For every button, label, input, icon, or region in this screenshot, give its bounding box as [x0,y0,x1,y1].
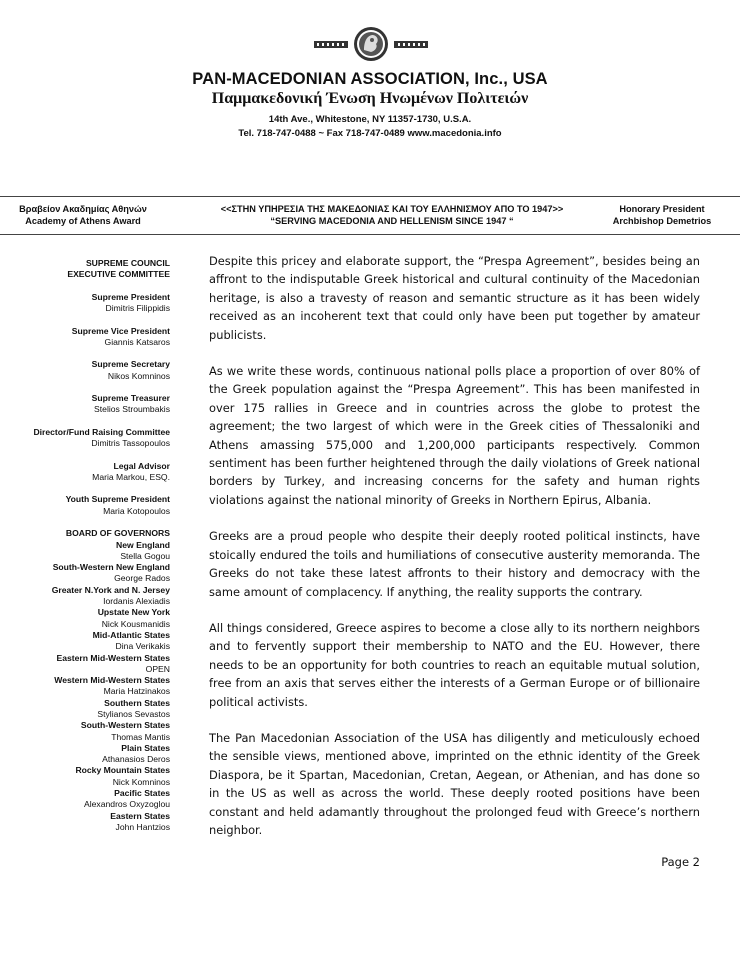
officer-entry [8,393,170,416]
board-member: Thomas Mantis [111,731,170,742]
award-block [8,203,158,227]
officer-name: Maria Kotopoulos [103,505,170,516]
council-title-line-1: SUPREME COUNCIL [85,258,170,268]
board-member: Stella Gogou [120,550,170,561]
award-english: Academy of Athens Award [25,216,141,226]
officer-entry [8,427,170,450]
board-region: South-Western States [80,720,170,731]
board-title: BOARD OF GOVERNORS [65,528,170,539]
officer-title: Supreme Treasurer [91,393,170,404]
board-region: Eastern Mid-Western States [56,652,170,663]
board-member: Maria Hatzinakos [103,686,170,697]
board-region: Mid-Atlantic States [92,629,170,640]
officer-name: Nikos Komninos [107,370,170,381]
board-region: Pacific States [114,788,170,799]
board-member: Alexandros Oxyzoglou [84,799,170,810]
board-of-governors [8,528,170,833]
board-member: Iordanis Alexiadis [103,596,170,607]
header-bottom-rule [0,234,740,235]
board-region: Plain States [121,742,170,753]
board-region: Southern States [104,697,170,708]
board-region: South-Western New England [52,562,170,573]
board-region: New England [116,539,170,550]
board-member: John Hantzios [115,821,170,832]
board-member: Nick Komninos [112,776,170,787]
officer-title: Legal Advisor [113,460,170,471]
body-paragraph: Despite this pricey and elaborate support, the “Prespa Agreement”, besides being an affront to the indisputable Greek historical and cultural continuity of the Macedonian heritage, is also a travesty of reason and semantic structure as it has been widely received as an incoherent text that could only have been put together by amateur publicists. [209,254,700,342]
board-region: Upstate New York [97,607,170,618]
header-top-rule [0,196,740,197]
board-region: Greater N.York and N. Jersey [51,584,170,595]
award-greek: Βραβείον Ακαδημίας Αθηνών [19,204,147,214]
motto-english: “SERVING MACEDONIA AND HELLENISM SINCE 1947 “ [270,216,514,226]
motto-block [198,203,586,227]
board-region: Western Mid-Western States [54,675,170,686]
organization-address: 14th Ave., Whitestone, NY 11357-1730, U.S.A. [268,114,472,125]
officer-name: Dimitris Tassopoulos [91,438,170,449]
board-member: Nick Kousmanidis [101,618,170,629]
officer-title: Supreme President [91,291,170,302]
officer-name: Giannis Katsaros [104,336,170,347]
officer-entry [8,494,170,517]
board-region: Rocky Mountain States [75,765,170,776]
council-title-line-2: EXECUTIVE COMMITTEE [67,269,170,280]
officer-entry [8,292,170,315]
board-member: George Rados [114,573,170,584]
body-paragraph: All things considered, Greece aspires to become a close ally to its northern neighbors and to fervently support their membership to NATO and the EU. However, there needs to be an opportunity for both countries to reach an equitable mutual solution, free from an axis that serves either the interests of a German Europe or of billionaire political activists. [209,620,700,709]
officer-title: Youth Supreme President [65,494,170,505]
board-member: Dina Verikakis [115,641,170,652]
officers-sidebar [8,258,170,833]
honorary-name: Archbishop Demetrios [612,216,712,226]
officer-title: Director/Fund Raising Committee [33,426,170,437]
organization-contact: Tel. 718-747-0488 ~ Fax 718-747-0489 www.macedonia.info [238,128,502,139]
officer-name: Maria Markou, ESQ. [92,471,170,482]
officer-title: Supreme Vice President [71,325,170,336]
motto-greek: <<ΣΤΗΝ ΥΠΗΡΕΣΙΑ ΤΗΣ ΜΑΚΕΔΟΝΙΑΣ ΚΑΙ ΤΟΥ ΕΛΛΗΝΙΣΜΟΥ ΑΠΟ ΤΟ 1947>> [220,204,564,214]
board-region: Eastern States [110,810,170,821]
body-paragraph: As we write these words, continuous national polls place a proportion of over 80% of the Greek population against the “Prespa Agreement”. This has been manifested in over 175 rallies in Greece and in countries across the globe to protest the agreement; the two largest of which were in the Greek cities of Thessaloniki and Athens amassing 575,000 and 1,200,000 participants respectively. Common sentiment has been further heightened through the daily violations of Greek national borders by Turkey, and increasing concerns for the safety and human rights violations against the national minority of Greeks in Northern Epirus, Albania. [209,364,700,507]
officer-title: Supreme Secretary [91,359,170,370]
page-number: Page 2 [661,855,700,869]
organization-name: PAN-MACEDONIAN ASSOCIATION, Inc., USA [192,70,548,88]
honorary-title: Honorary President [619,204,705,214]
officer-entry [8,326,170,349]
board-member: Athanasios Deros [102,754,170,765]
letter-body [209,252,700,857]
body-paragraph: Greeks are a proud people who despite their deeply rooted political instincts, have stoically endured the toils and humiliations of consecutive austerity memoranda. The Greeks do not take these latest affronts to their history and democracy with the same amount of complacency. If anything, the reality supports the contrary. [209,529,700,599]
officer-name: Stelios Stroumbakis [94,404,170,415]
organization-name-greek: Παμμακεδονική Ένωση Ηνωμένων Πολιτειών [211,90,529,107]
honorary-block [596,203,728,227]
body-paragraph: The Pan Macedonian Association of the USA has diligently and meticulously echoed the sensible views, mentioned above, imprinted on the ethnic identity of the Greek Diaspora, be it Spartan, Macedonian, Cretan, Aegean, or Athenian, and has done so in the US as well as across the world. These deeply rooted positions have been constant and held adamantly throughout the prolonged feud with Greece’s northern neighbor. [209,730,700,837]
council-heading [8,258,170,281]
board-member: Stylianos Sevastos [97,709,170,719]
officer-name: Dimitris Filippidis [105,303,170,314]
officer-entry [8,359,170,382]
officer-entry [8,461,170,484]
association-emblem-logo [312,26,430,62]
board-member: OPEN [145,663,170,674]
